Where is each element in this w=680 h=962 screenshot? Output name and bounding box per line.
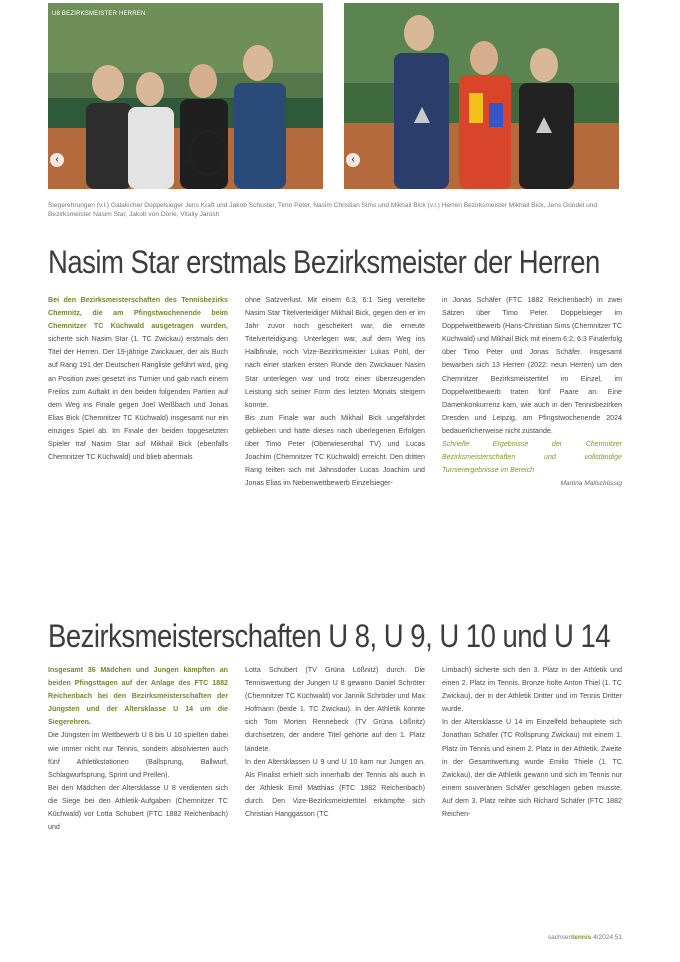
paragraph-text: sicherte sich Nasim Star (1. TC Zwickau) erstmals den Titel der Herren. Der 19-jährige Zwickauer, der als Buch auf Rang 191 der Deutschen Rangliste geführt wird, ging an Position zwei gesetzt ins Turnier und gab nach einem Freilos zum Auftakt in den beiden folgenden Partien auf dem Weg ins Finale gegen Joel Weißbach und Jonas Elias Bick (Chemnitzer TC Küchwald) insgesamt nur ein einziges Spiel ab. Im Finale der beiden topgesetzten Spieler traf Nasim Star auf Mikhail Bick (ebenfalls Chemnitzer TC Küchwald) und blieb abermals (48, 335, 228, 462)
results-link[interactable]: Schnelle Ergebnisse der Chemnitzer Bezirksmeisterschaften und vollständige Turnierergebnisse im Bereich (442, 440, 622, 475)
footer-prefix: sachsen (547, 934, 573, 941)
article-body-herren (48, 294, 622, 584)
article2-column-1 (48, 664, 228, 922)
photo-right (344, 3, 619, 189)
photo-left-image (48, 3, 323, 189)
article1-column-2 (245, 294, 425, 584)
paragraph-text: in Jonas Schäfer (FTC 1882 Reichenbach) in zwei Sätzen über Timo Peter. Doppelsieger im Doppelwettbewerb (Hans-Christian Sims (Chemnitzer TC Küchwald) und Mikhail Bick mit einem 6:2, 6:3 Finalerfolg über Timo Peter und Jonas Schäfer. Insgesamt bewarben sich 13 Herren (2022: neun Herren) um den Chemnitzer Bezirksmeistertitel im Einzel, im Doppelwettbewerb traten fünf Paare an. Eine Damenkonkurrenz kam, wie auch in den Tennisbezirken Dresden und Leipzig, am Pfingstwochenende 2024 bedauerlicherweise nicht zustande. (442, 296, 622, 435)
prev-photo-button-right[interactable]: ‹ (346, 153, 360, 167)
photo-left (48, 3, 323, 189)
article1-column-3 (442, 294, 622, 584)
paragraph-text: In den Altersklassen U 9 und U 10 kam nur Jungen an. Als Finalist erhielt sich innerhalb der Tennis als auch in der Athletik Emil Matthias (FTC 1882 Reichenbach) durch. Den Vize-Bezirksmeistertitel erkämpfte sich Christian Hanggasson (TC (245, 757, 425, 819)
paragraph-text: Bei den Mädchen der Altersklasse U 8 verdienten sich die Siege bei den Athletik-Aufgaben (Chemnitzer TC Küchwald) vor Lotta Schubert (FTC 1882 Reichenbach) und (48, 783, 228, 832)
author-credit: Martina Mallschüssig (560, 480, 622, 488)
article2-column-2 (245, 664, 425, 922)
paragraph-text: Bis zum Finale war auch Mikhail Bick ungefährdet geblieben und hatte dieses nach überlegenen Erfolgen über Timo Peter (Oberwiesenthal TV) und Lucas Joachim (Chemnitzer TC Küchwald) erreicht. Den dritten Rang teilten sich mit Jahnsdorfer Lucas Joachim und Jonas Elias im Nebenwettbewerb Einzelsieger- (245, 413, 425, 488)
prev-photo-button[interactable]: ‹ (50, 153, 64, 167)
paragraph-text: Limbach) sicherte sich den 3. Platz in der Athletik und einen 2. Platz im Tennis. Bronze holte Anton Thiel (1. TC Zwickau), der in der Athletik Dritter und im Tennis Dritter wurde. (442, 666, 622, 714)
lead-text: Insgesamt 36 Mädchen und Jungen kämpften an beiden Pfingsttagen auf der Anlage des FTC 1882 Reichenbach bei den Bezirksmeisterschaften der Jüngsten und der Altersklasse U 14 um die Siegerehren. (48, 666, 228, 727)
paragraph-text: In der Altersklasse U 14 im Einzelfeld behauptete sich Jonathan Schäfer (TC Rollsprung Zwickau) mit einem 1. Platz im Tennis und einem 2. Platz in der Athletik. Zweite in der Gesamtwertung wurde Emilio Thiele (1. TC Zwickau), der die Athletik gewann und sich im Tennis nur einem souveränen Schäfer geschlagen geben musste. Auf dem 3. Platz reihte sich Richard Schäfer (FTC 1882 Reichen- (442, 718, 622, 819)
issue-number: 4/2024 (593, 934, 613, 941)
photo-right-image (344, 3, 619, 189)
paragraph-text: Lotta Schubert (TV Grüna Lößnitz) durch. Die Tenniswertung der Jungen U 8 gewann Daniel Schröter (Chemnitzer TC Küchwald) vor Jannik Schröder und Max Hofmann (beide 1. TC Zwickau). In der Athletik konnte sich Tom Morten Rennebeck (TV Grüna Lößnitz) durchsetzen, der andere Titel gehörte auf den 1. Platz landete. (245, 666, 425, 753)
lead-text: Bei den Bezirksmeisterschaften des Tennisbezirks Chemnitz, die am Pfingstwochenende beim Chemnitzer TC Küchwald ausgetragen wurden, (48, 296, 228, 331)
paragraph-text: Die Jüngsten im Wettbewerb U 8 bis U 10 spielten dabei wie immer nicht nur Tennis, sondern absolvierten auch fünf Athletikstationen (Ballsprung, Ballwurf, Schlagwurfsprung, Sprint und Prellen). (48, 731, 228, 779)
photo-caption: Siegerehrungen (v.l.) Galakicher Doppelsieger Jens Kraft und Jakob Schuster, Timo Peter, Nasim Christian Sims und Mikhail Bick (v.l.) Herren Bezirksmeister Mikhail Bick, Jens Gündel und Bezirksmeister Nasim Star, Jakob von Dorle, Vitaliy Jarosh (48, 202, 598, 218)
article-title-herren: Nasim Star erstmals Bezirksmeister der Herren (48, 244, 600, 280)
page-number: 51 (614, 934, 622, 941)
magazine-name: tennis (572, 934, 592, 941)
article2-column-3 (442, 664, 622, 922)
paragraph-text: ohne Satzverlust. Mit einem 6:3, 6:1 Sieg vereitelte Nasim Star Titelverteidiger Mikhail Bick, gegen den er im Jahr zuvor noch gescheitert war, die erneute Titelverteidigung. Unterlegen war, auf dem Weg ins Halbfinale, noch Vize-Bezirksmeister Lukas Pohl, der nach einer starken ersten Runde den Zwickauer Nasim Star unterlegen war und trotz einer überzeugenden Leistung sich seiner Form des letzten Monats steigern konnte. (245, 296, 425, 409)
article-body-jugend (48, 664, 622, 922)
article1-column-1 (48, 294, 228, 584)
photo-tag: U8 BEZIRKSMEISTER HERREN (52, 11, 146, 17)
page-footer (548, 934, 622, 941)
article-title-jugend: Bezirksmeisterschaften U 8, U 9, U 10 und U 14 (48, 618, 611, 654)
